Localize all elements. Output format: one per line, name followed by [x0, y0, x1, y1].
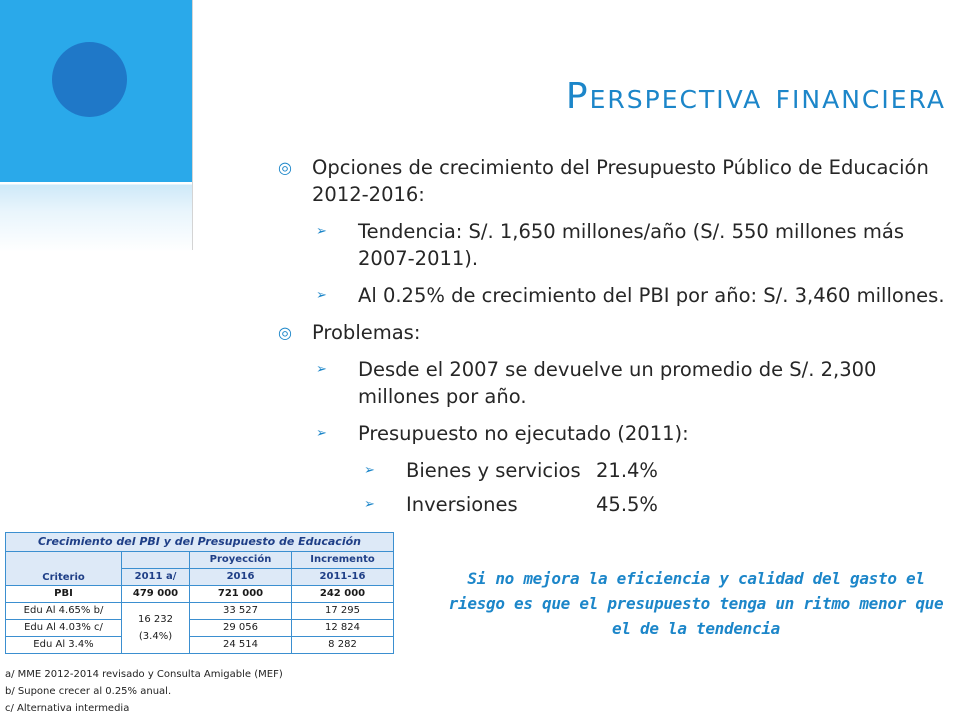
- arrow-bullet-icon: ➢: [316, 426, 327, 441]
- bullet-investments: ➢ Inversiones 45.5%: [364, 493, 658, 516]
- table-cell: Edu Al 4.03% c/: [6, 620, 122, 637]
- table-cell: 12 824: [292, 620, 394, 637]
- arrow-bullet-icon: ➢: [316, 224, 327, 239]
- table-note: a/ MME 2012-2014 revisado y Consulta Amigable (MEF): [5, 669, 283, 680]
- bullet-problems: ◎ Problemas:: [278, 321, 421, 344]
- bullet-goods-services: ➢ Bienes y servicios 21.4%: [364, 459, 658, 482]
- arrow-bullet-icon: ➢: [316, 288, 327, 303]
- table-cell: 33 527: [190, 603, 292, 620]
- table-header-criterio: Criterio: [6, 552, 122, 586]
- table-header-proyeccion: Proyección: [190, 552, 292, 569]
- decorative-circle: [52, 42, 127, 117]
- arrow-bullet-icon: ➢: [316, 362, 327, 377]
- table-header-2016: 2016: [190, 569, 292, 586]
- arrow-bullet-icon: ➢: [364, 463, 375, 478]
- bullet-unexecuted-budget: ➢ Presupuesto no ejecutado (2011):: [316, 422, 689, 445]
- table-cell-2011-value: 16 232: [138, 614, 173, 625]
- table-note: c/ Alternativa intermedia: [5, 703, 130, 714]
- table-cell: 24 514: [190, 637, 292, 654]
- table-row: [6, 637, 394, 654]
- table-cell: Edu Al 4.65% b/: [6, 603, 122, 620]
- slide-title: Perspectiva financiera: [565, 76, 946, 117]
- table-header-incremento: Incremento: [292, 552, 394, 569]
- table-cell: 479 000: [122, 586, 190, 603]
- table-cell: Edu Al 3.4%: [6, 637, 122, 654]
- bullet-growth-options: ◎ Opciones de crecimiento del Presupuesto Público de Educación 2012-2016:: [278, 156, 929, 206]
- table-cell: 29 056: [190, 620, 292, 637]
- risk-callout: Si no mejora la eficiencia y calidad del gasto el riesgo es que el presupuesto tenga un ritmo menor que el de la tendencia: [448, 569, 944, 638]
- bullet-returned-budget: ➢ Desde el 2007 se devuelve un promedio de S/. 2,300 millones por año.: [316, 358, 877, 408]
- growth-table: [5, 532, 394, 654]
- table-title: Crecimiento del PBI y del Presupuesto de Educación: [6, 533, 394, 552]
- arrow-bullet-icon: ➢: [364, 497, 375, 512]
- bullet-gdp-growth: ➢ Al 0.25% de crecimiento del PBI por año: S/. 3,460 millones.: [316, 284, 945, 307]
- table-row: [6, 586, 394, 603]
- decorative-line: [192, 0, 193, 250]
- table-row: [6, 620, 394, 637]
- table-cell-merged: [122, 603, 190, 654]
- decorative-fade: [0, 182, 192, 252]
- table-cell: PBI: [6, 586, 122, 603]
- circled-bullet-icon: ◎: [278, 323, 292, 342]
- table-header-empty: [122, 552, 190, 569]
- circled-bullet-icon: ◎: [278, 158, 292, 177]
- table-note: b/ Supone crecer al 0.25% anual.: [5, 686, 172, 697]
- bullet-trend: ➢ Tendencia: S/. 1,650 millones/año (S/. 550 millones más 2007-2011).: [316, 220, 904, 270]
- table-cell: 242 000: [292, 586, 394, 603]
- table-cell: 8 282: [292, 637, 394, 654]
- slide-content: [270, 154, 950, 525]
- table-cell-2011-pct: (3.4%): [138, 631, 173, 642]
- table-row: [6, 603, 394, 620]
- table-notes: [5, 666, 283, 717]
- table-cell: 17 295: [292, 603, 394, 620]
- table-cell: 721 000: [190, 586, 292, 603]
- table-header-2011-16: 2011-16: [292, 569, 394, 586]
- table-header-2011: 2011 a/: [122, 569, 190, 586]
